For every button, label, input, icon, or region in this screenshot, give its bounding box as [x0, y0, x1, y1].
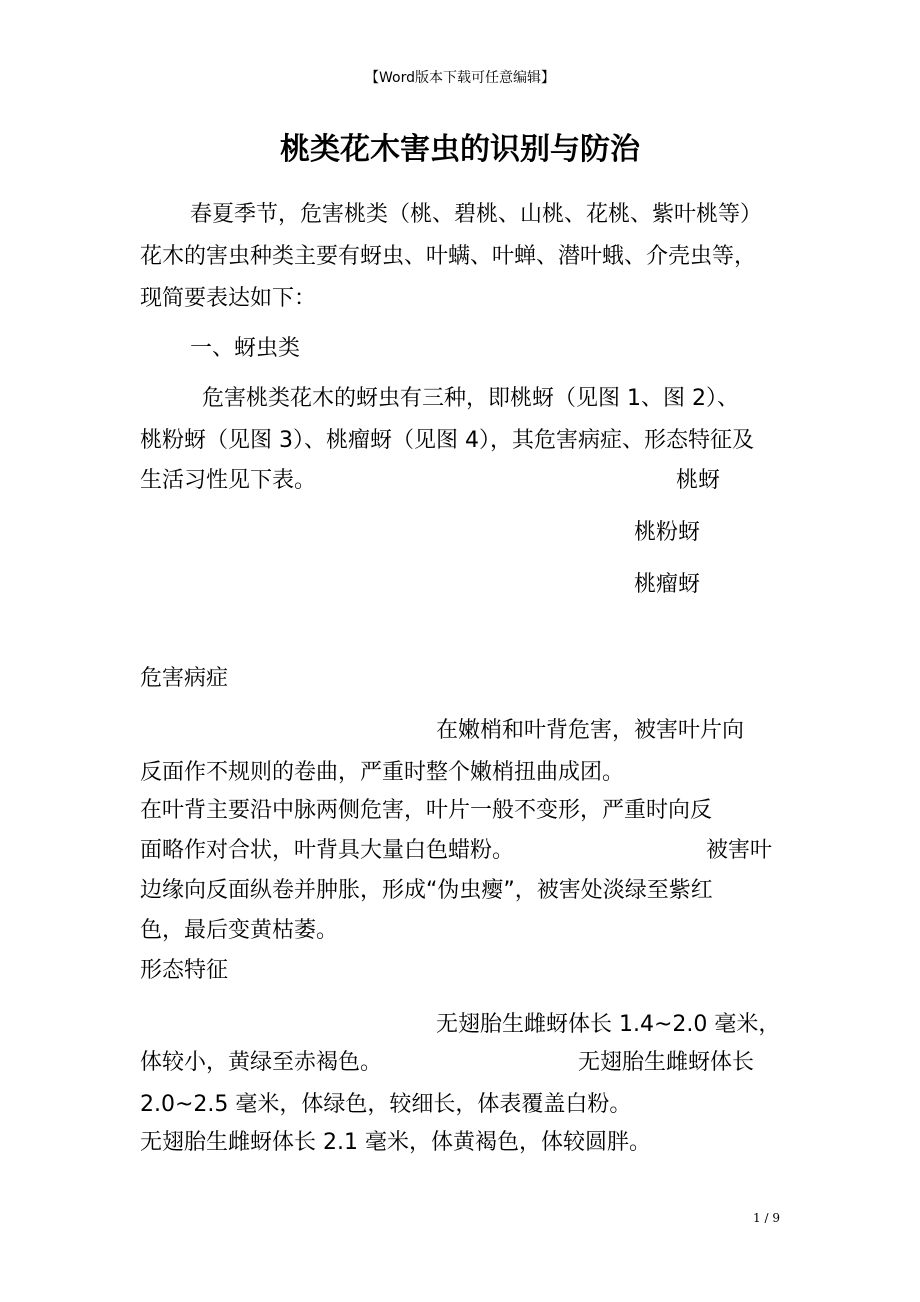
damage-line-2: 反面作不规则的卷曲，严重时整个嫩梢扭曲成团。 — [140, 760, 625, 785]
document-title: 桃类花木害虫的识别与防治 — [280, 132, 640, 167]
table-row-label-damage: 危害病症 — [140, 666, 229, 691]
section-heading-aphids: 一、蚜虫类 — [190, 336, 301, 361]
table-column-taoliuya: 桃瘤蚜 — [634, 572, 701, 597]
damage-line-7: 色，最后变黄枯萎。 — [140, 918, 339, 943]
morphology-line-2: 体较小，黄绿至赤褐色。 — [140, 1050, 383, 1075]
damage-line-4: 面略作对合状，叶背具大量白色蜡粉。 — [140, 838, 515, 863]
intro-line-3: 现简要表达如下： — [140, 286, 317, 311]
morphology-line-5: 无翅胎生雌蚜体长 2.1 毫米，体黄褐色，体较圆胖。 — [140, 1130, 651, 1155]
morphology-line-3: 无翅胎生雌蚜体长 — [578, 1050, 755, 1075]
morphology-line-1: 无翅胎生雌蚜体长 1.4~2.0 毫米， — [436, 1012, 781, 1037]
table-row-label-morphology: 形态特征 — [140, 958, 229, 983]
section-paragraph-line-1: 危害桃类花木的蚜虫有三种，即桃蚜（见图 1、图 2）、 — [202, 386, 739, 411]
section-paragraph-line-2: 桃粉蚜（见图 3）、桃瘤蚜（见图 4），其危害病症、形态特征及 — [140, 428, 754, 453]
intro-line-1: 春夏季节，危害桃类（桃、碧桃、山桃、花桃、紫叶桃等） — [190, 202, 763, 227]
intro-line-2: 花木的害虫种类主要有蚜虫、叶螨、叶蝉、潜叶蛾、介壳虫等， — [140, 244, 757, 269]
morphology-line-4: 2.0~2.5 毫米，体绿色，较细长，体表覆盖白粉。 — [140, 1092, 632, 1117]
damage-line-6: 边缘向反面纵卷并肿胀，形成“伪虫瘿”，被害处淡绿至紫红 — [140, 878, 713, 903]
damage-line-3: 在叶背主要沿中脉两侧危害，叶片一般不变形，严重时向反 — [140, 798, 713, 823]
section-paragraph-line-3: 生活习性见下表。 — [140, 468, 317, 493]
damage-line-1: 在嫩梢和叶背危害，被害叶片向 — [436, 718, 745, 743]
damage-line-5: 被害叶 — [706, 838, 773, 863]
page-header: 【Word版本下载可任意编辑】 — [365, 70, 555, 86]
table-column-taoya: 桃蚜 — [676, 468, 721, 493]
page-number: 1 / 9 — [753, 1211, 780, 1225]
table-column-taofenya: 桃粉蚜 — [634, 520, 701, 545]
